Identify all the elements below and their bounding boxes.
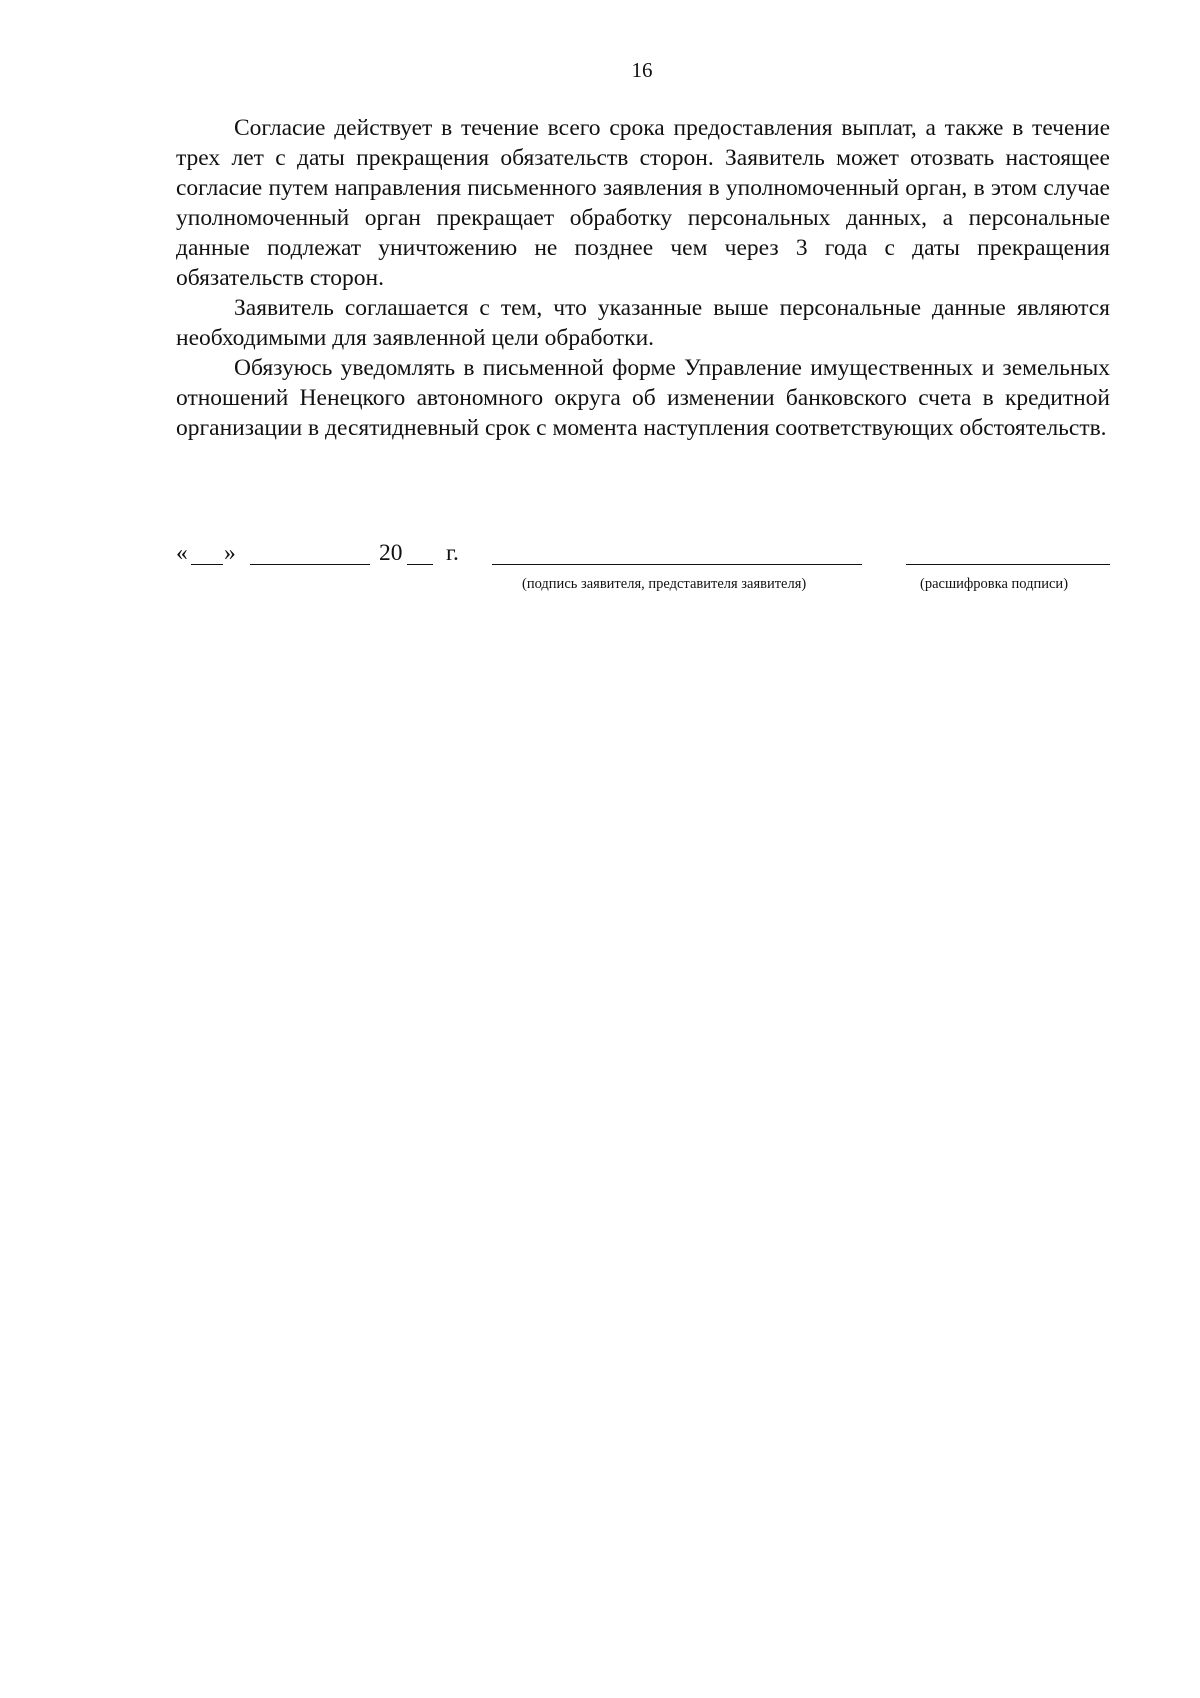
signature-decoding-line[interactable]	[906, 564, 1110, 565]
signature-decoding-caption: (расшифровка подписи)	[920, 576, 1069, 592]
year-prefix: 20	[379, 540, 403, 566]
signature-block	[176, 538, 1116, 618]
year-suffix: г.	[446, 540, 459, 566]
day-blank[interactable]	[191, 564, 223, 565]
page-number: 16	[631, 58, 653, 82]
close-quote: »	[224, 540, 236, 566]
month-blank[interactable]	[250, 564, 370, 565]
signature-caption: (подпись заявителя, представителя заявителя)	[522, 576, 807, 592]
notification-obligation-paragraph: Обязуюсь уведомлять в письменной форме Управление имущественных и земельных отношений Ненецкого автономного округа об изменении банковского счета в кредитной организации в десятидневный срок с момента наступления соответствующих обстоятельств.	[176, 355, 1110, 441]
consent-duration-paragraph: Согласие действует в течение всего срока предоставления выплат, а также в течение трех лет с даты прекращения обязательств сторон. Заявитель может отозвать настоящее согласие путем направления письменного заявления в уполномоченный орган, в этом случае уполномоченный орган прекращает обработку персональных данных, а персональные данные подлежат уничтожению не позднее чем через 3 года с даты прекращения обязательств сторон.	[176, 115, 1110, 291]
signature-line[interactable]	[492, 564, 862, 565]
open-quote: «	[176, 540, 188, 566]
year-blank[interactable]	[407, 564, 433, 565]
document-body	[176, 113, 1110, 443]
consent-purpose-paragraph: Заявитель соглашается с тем, что указанные выше персональные данные являются необходимыми для заявленной цели обработки.	[176, 295, 1110, 351]
